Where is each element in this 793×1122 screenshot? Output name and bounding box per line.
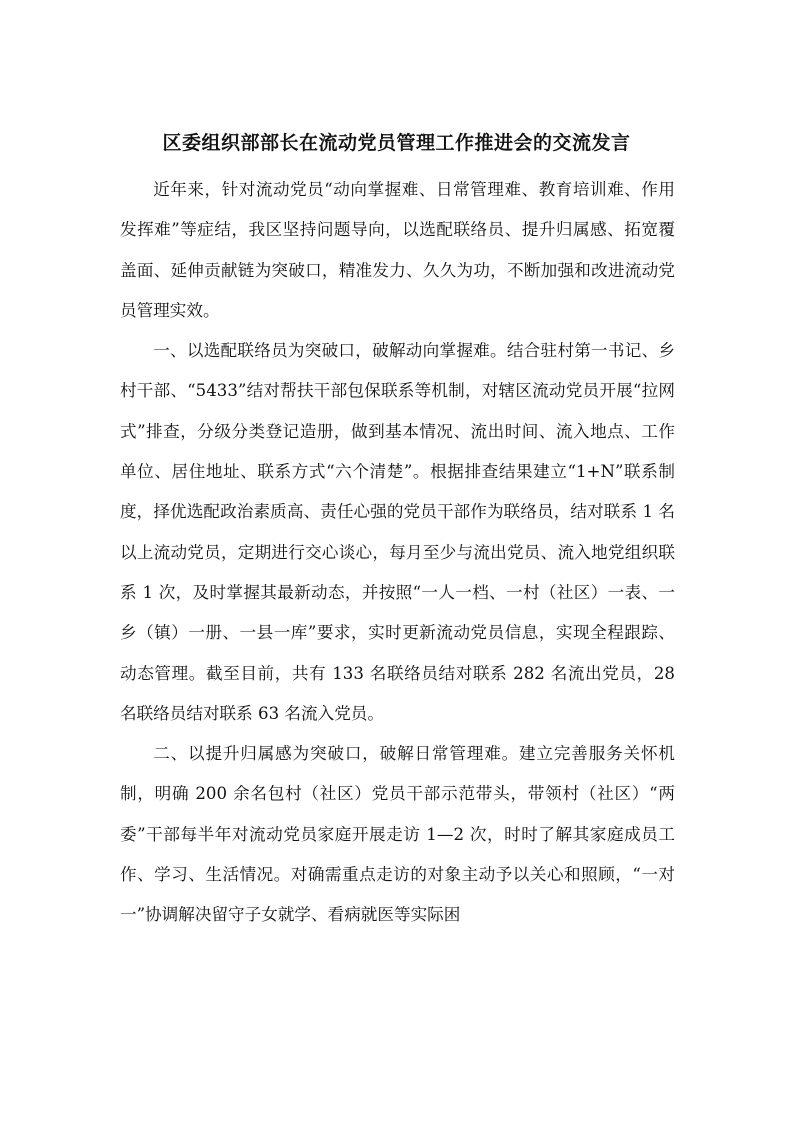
paragraph-intro: 近年来，针对流动党员“动向掌握难、日常管理难、教育培训难、作用发挥难”等症结，我区坚持问题导向，以选配联络员、提升归属感、拓宽覆盖面、延伸贡献链为突破口，精准发力、久久为功，不断加强和改进流动党员管理实效。 [120,180,675,320]
paragraph-section-2: 二、以提升归属感为突破口，破解日常管理难。建立完善服务关怀机制，明确 200 余名包村（社区）党员干部示范带头，带领村（社区）“两委”干部每半年对流动党员家庭开展走访 1—2 次，时时了解其家庭成员工作、学习、生活情况。对确需重点走访的对象主动予以关心和照顾，“一对一”协调解决留守子女就学、看病就医等实际困 [120,744,675,925]
document-body [120,170,675,936]
paragraph-section-1: 一、以选配联络员为突破口，破解动向掌握难。结合驻村第一书记、乡村干部、“5433”结对帮扶干部包保联系等机制，对辖区流动党员开展“拉网式”排查，分级分类登记造册，做到基本情况、流出时间、流入地点、工作单位、居住地址、联系方式“六个清楚”。根据排查结果建立“1+N”联系制度，择优选配政治素质高、责任心强的党员干部作为联络员，结对联系 1 名以上流动党员，定期进行交心谈心，每月至少与流出党员、流入地党组织联系 1 次，及时掌握其最新动态，并按照“一人一档、一村（社区）一表、一乡（镇）一册、一县一库”要求，实时更新流动党员信息，实现全程跟踪、动态管理。截至目前，共有 133 名联络员结对联系 282 名流出党员，28 名联络员结对联系 63 名流入党员。 [120,341,675,723]
document-title: 区委组织部部长在流动党员管理工作推进会的交流发言 [162,132,631,154]
